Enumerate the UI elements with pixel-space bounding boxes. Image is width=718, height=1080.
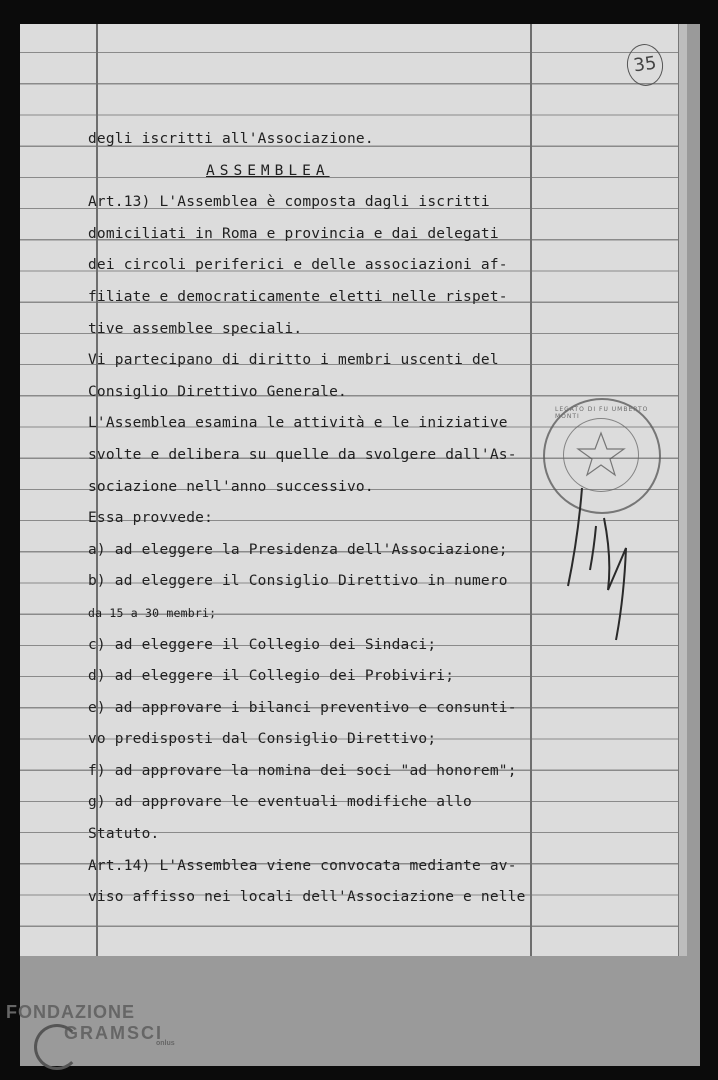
text-line: g) ad approvare le eventuali modifiche allo (88, 794, 472, 811)
handwritten-signature-icon (560, 478, 640, 648)
text-line: degli iscritti all'Associazione. (88, 131, 374, 147)
text-line: sociazione nell'anno successivo. (88, 478, 374, 495)
text-line: f) ad approvare la nomina dei soci "ad honorem"; (88, 762, 517, 779)
section-heading: ASSEMBLEA (206, 162, 330, 179)
text-line: dei circoli periferici e delle associazioni af- (88, 257, 508, 274)
document-text (88, 124, 538, 914)
text-line: domiciliati in Roma e provincia e dai delegati (88, 225, 499, 242)
text-line: Vi partecipano di diritto i membri uscenti del (88, 352, 499, 369)
logo-line1: FONDAZIONE (6, 1002, 135, 1022)
text-line: Essa provvede: (88, 510, 214, 527)
fondazione-gramsci-logo (6, 1002, 175, 1047)
page-edge (678, 24, 687, 956)
stamp-text: LEGATO DI FU UMBERTO MONTI (555, 406, 649, 420)
logo-sub: onlus (156, 1040, 175, 1047)
text-line: filiate e democraticamente eletti nelle rispet- (88, 288, 508, 305)
logo-line2: GRAMSCI (64, 1023, 163, 1043)
text-line: c) ad eleggere il Collegio dei Sindaci; (88, 636, 437, 653)
text-line: Art.14) L'Assemblea viene convocata mediante av- (88, 857, 517, 874)
text-line: b) ad eleggere il Consiglio Direttivo in numero (88, 573, 508, 590)
text-line: tive assemblee speciali. (88, 320, 303, 337)
page-number: 35 (624, 42, 665, 89)
text-line: d) ad eleggere il Collegio dei Probiviri; (88, 668, 455, 685)
text-line: Consiglio Direttivo Generale. (88, 383, 347, 400)
text-line: vo predisposti dal Consiglio Direttivo; (88, 731, 437, 748)
text-line: Statuto. (88, 826, 160, 843)
text-line: L'Assemblea esamina le attività e le iniziative (88, 415, 508, 432)
text-line: da 15 a 30 membri; (88, 605, 217, 620)
text-line: viso affisso nei locali dell'Associazione e nelle (88, 889, 526, 906)
text-line: svolte e delibera su quelle da svolgere dall'As- (88, 446, 517, 463)
text-line: e) ad approvare i bilanci preventivo e consunti- (88, 699, 517, 716)
text-line: a) ad eleggere la Presidenza dell'Associazione; (88, 541, 508, 558)
logo-g-icon (34, 1024, 80, 1070)
text-line: Art.13) L'Assemblea è composta dagli iscritti (88, 194, 490, 211)
